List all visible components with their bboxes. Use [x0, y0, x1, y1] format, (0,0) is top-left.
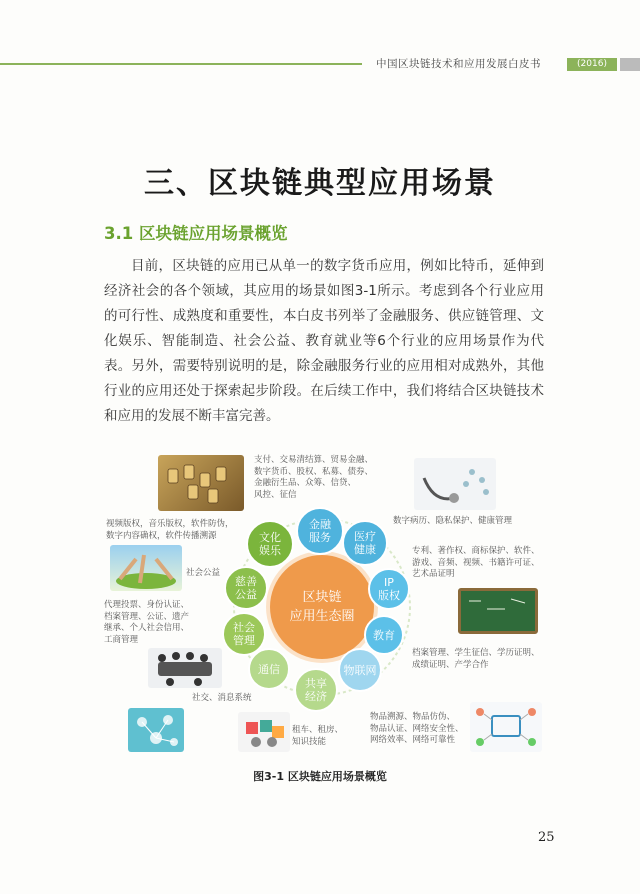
medical-image: [414, 458, 496, 510]
node-iot: [338, 648, 382, 692]
running-header-year: (2016): [567, 58, 617, 71]
finance-image: [158, 455, 244, 511]
node-label: 社会 管理: [233, 621, 255, 647]
desc-ip: 专利、著作权、商标保护、软件、 游戏、音频、视频、书籍许可证、 艺术品证明: [412, 546, 540, 579]
desc-education: 档案管理、学生征信、学历证明、 成绩证明、产学合作: [412, 648, 540, 670]
page-number: 25: [538, 830, 555, 845]
node-social-management: [222, 612, 266, 656]
node-label: 通信: [258, 662, 280, 676]
sharing-image: [238, 712, 290, 752]
node-label: 教育: [373, 628, 395, 642]
desc-iot: 物品溯源、物品仿伪、 物品认证、网络安全性、 网络效率、网络可靠性: [370, 712, 464, 745]
desc-medical: 数字病历、隐私保护、健康管理: [393, 516, 513, 526]
node-medical: [342, 520, 388, 566]
running-header-title: 中国区块链技术和应用发展白皮书: [376, 58, 541, 70]
social-management-image: [148, 648, 222, 688]
iot-image: [470, 702, 542, 752]
node-charity: [224, 566, 268, 610]
node-label: 共享 经济: [305, 677, 327, 703]
node-ip: [368, 568, 410, 610]
culture-image: [110, 545, 182, 591]
desc-finance: 支付、交易清结算、贸易金融、 数字货币、股权、私募、债券、 金融衍生品、众筹、信贷、 风控、征信: [254, 455, 374, 500]
node-label: 医疗 健康: [354, 530, 376, 556]
node-communication: [248, 648, 290, 690]
desc-charity: 社会公益: [186, 568, 221, 578]
node-label: 慈善 公益: [235, 575, 257, 601]
node-label: IP 版权: [378, 576, 400, 602]
chapter-title: 三、区块链典型应用场景: [144, 166, 496, 201]
desc-culture: 视频版权，音乐版权，软件防伪， 数字内容确权，软件传播溯源: [106, 519, 234, 541]
education-image: [458, 588, 538, 634]
section-title: 3.1 区块链应用场景概览: [104, 224, 288, 243]
node-culture: [246, 520, 294, 568]
communication-image: [128, 708, 184, 752]
figure-caption: 图3-1 区块链应用场景概览: [253, 770, 387, 783]
node-education: [364, 615, 404, 655]
ecosystem-center-node: 区块链 应用生态圈: [270, 555, 374, 659]
body-paragraph: 目前，区块链的应用已从单一的数字货币应用，例如比特币，延伸到经济社会的各个领域，其应用的场景如图3-1所示。考虑到各个行业应用的可行性、成熟度和重要性，本白皮书列举了金融服务、供应链管理、文化娱乐、智能制造、社会公益、教育就业等6个行业的应用场景作为代表。另外，需要特别说明的是，除金融服务行业的应用相对成熟外，其他行业的应用还处于探索起步阶段。在后续工作中，我们将结合区块链技术和应用的发展不断丰富完善。: [104, 258, 544, 424]
node-label: 金融 服务: [309, 518, 331, 544]
desc-communication: 社交、消息系统: [192, 693, 252, 703]
desc-social-management: 代理投票、身份认证、 档案管理、公证、遗产 继承、个人社会信用、 工商管理: [104, 600, 190, 645]
node-sharing: [294, 668, 338, 712]
node-finance: [296, 507, 344, 555]
node-label: 文化 娱乐: [259, 531, 281, 557]
desc-sharing: 租车、租房、 知识技能: [292, 725, 344, 747]
node-label: 物联网: [343, 663, 377, 677]
